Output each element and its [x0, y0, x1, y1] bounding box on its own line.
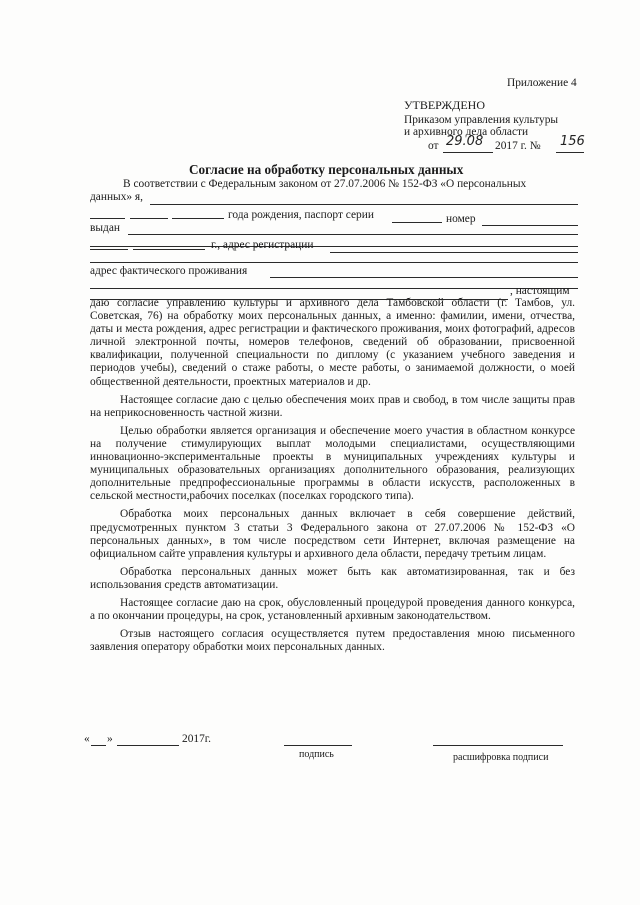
body-text	[90, 297, 575, 654]
day-line	[91, 745, 106, 746]
series-line	[392, 222, 442, 223]
number-line	[482, 225, 578, 226]
signature-year: 2017г.	[182, 733, 212, 745]
date-open-quote: «	[84, 733, 90, 745]
order-year: 2017 г. №	[495, 140, 541, 152]
birth-blank-1	[90, 218, 125, 219]
intro-line-2: данных» я,	[90, 191, 144, 203]
intro-line-1: В соответствии с Федеральным законом от 27.07.2006 № 152-ФЗ «О персональных	[123, 178, 527, 190]
approved-label: УТВЕРЖДЕНО	[404, 98, 486, 112]
order-date-handwritten: 29.08	[446, 134, 484, 149]
city-blank-1	[90, 249, 128, 250]
month-line	[117, 745, 179, 746]
document-title: Согласие на обработку персональных данных	[189, 162, 464, 177]
name-line	[150, 204, 578, 205]
order-line-2: и архивного дела области	[404, 126, 529, 138]
term-paragraph: Настоящее согласие даю на срок, обусловленный процедурой проведения данного конкурса, а по окончании процедуры, на срок, установленный архивным законодательством.	[90, 596, 575, 623]
order-line-1: Приказом управления культуры	[404, 114, 559, 126]
number-label: номер	[446, 213, 476, 225]
purpose-rights-paragraph: Настоящее согласие даю с целью обеспечения моих прав и свобод, в том числе защиты прав на неприкосновенность частной жизни.	[90, 393, 575, 419]
birth-year-label: года рождения, паспорт серии	[228, 209, 374, 221]
order-date-underline	[443, 152, 493, 153]
issued-line-1	[128, 234, 578, 235]
consent-paragraph: даю согласие управлению культуры и архивного дела Тамбовской области (г. Тамбов, ул. Советская, 76) на обработку моих персональных данных, а именно: фамилии, имени, отчества, даты и места рождения, адрес регистрации и фактического проживания, моих фотографий, адресов личной электронной почты, номеров телефонов, сведений об образовании, присвоенной квалификации, полученной специальности по диплому (с указанием учебного заведения и периодов учебы), сведений о стаже работы, о месте работы, о занимаемой должности, о моей общественной деятельности, проектных материалов и др.	[90, 297, 575, 388]
order-date-prefix: от	[428, 140, 439, 152]
issued-label: выдан	[90, 222, 120, 234]
processing-mode-paragraph: Обработка персональных данных может быть как автоматизированная, так и без использования средств автоматизации.	[90, 565, 575, 591]
processing-goal-paragraph: Целью обработки является организация и обеспечение моего участия в областном конкурсе на получение стимулирующих выплат молодыми специалистами, осуществляющими инновационно-экспериментальные проекты в муниципальных учреждениях культуры и муниципальных образовательных организациях дополнительного образования, реализующих дополнительные предпрофессиональные программы в области искусств, расположенных в сельской местности,рабочих поселках (поселках городского типа).	[90, 424, 575, 503]
processing-includes-paragraph: Обработка моих персональных данных включает в себя совершение действий, предусмотренных пунктом 3 статьи 3 Федерального закона от 27.07.2006 № 152-ФЗ «О персональных данных», в том числе посредством сети Интернет, включая размещение на официальном сайте управления культуры и архивного дела области, передачу третьим лицам.	[90, 508, 575, 560]
signature-line	[284, 745, 352, 746]
appendix-label: Приложение 4	[507, 77, 577, 89]
issued-line-2	[90, 246, 578, 247]
actual-address-line-1	[270, 277, 578, 278]
present-label: , настоящим	[510, 285, 570, 297]
decode-caption: расшифровка подписи	[453, 752, 549, 763]
birth-blank-3	[172, 218, 224, 219]
signature-caption: подпись	[299, 749, 334, 760]
order-number-underline	[556, 152, 584, 153]
birth-blank-2	[130, 218, 168, 219]
decode-line	[433, 745, 563, 746]
actual-address-line-2	[90, 288, 578, 289]
city-blank-2	[133, 249, 205, 250]
actual-address-label: адрес фактического проживания	[90, 265, 248, 277]
revocation-paragraph: Отзыв настоящего согласия осуществляется путем предоставления мною письменного заявления оператору обработки моих персональных данных.	[90, 628, 575, 654]
registration-line-2	[90, 262, 578, 263]
city-registration-label: г., адрес регистрации	[211, 239, 314, 251]
date-close-quote: »	[107, 733, 113, 745]
registration-line-1	[330, 252, 578, 253]
order-number-handwritten: 156	[560, 134, 585, 149]
